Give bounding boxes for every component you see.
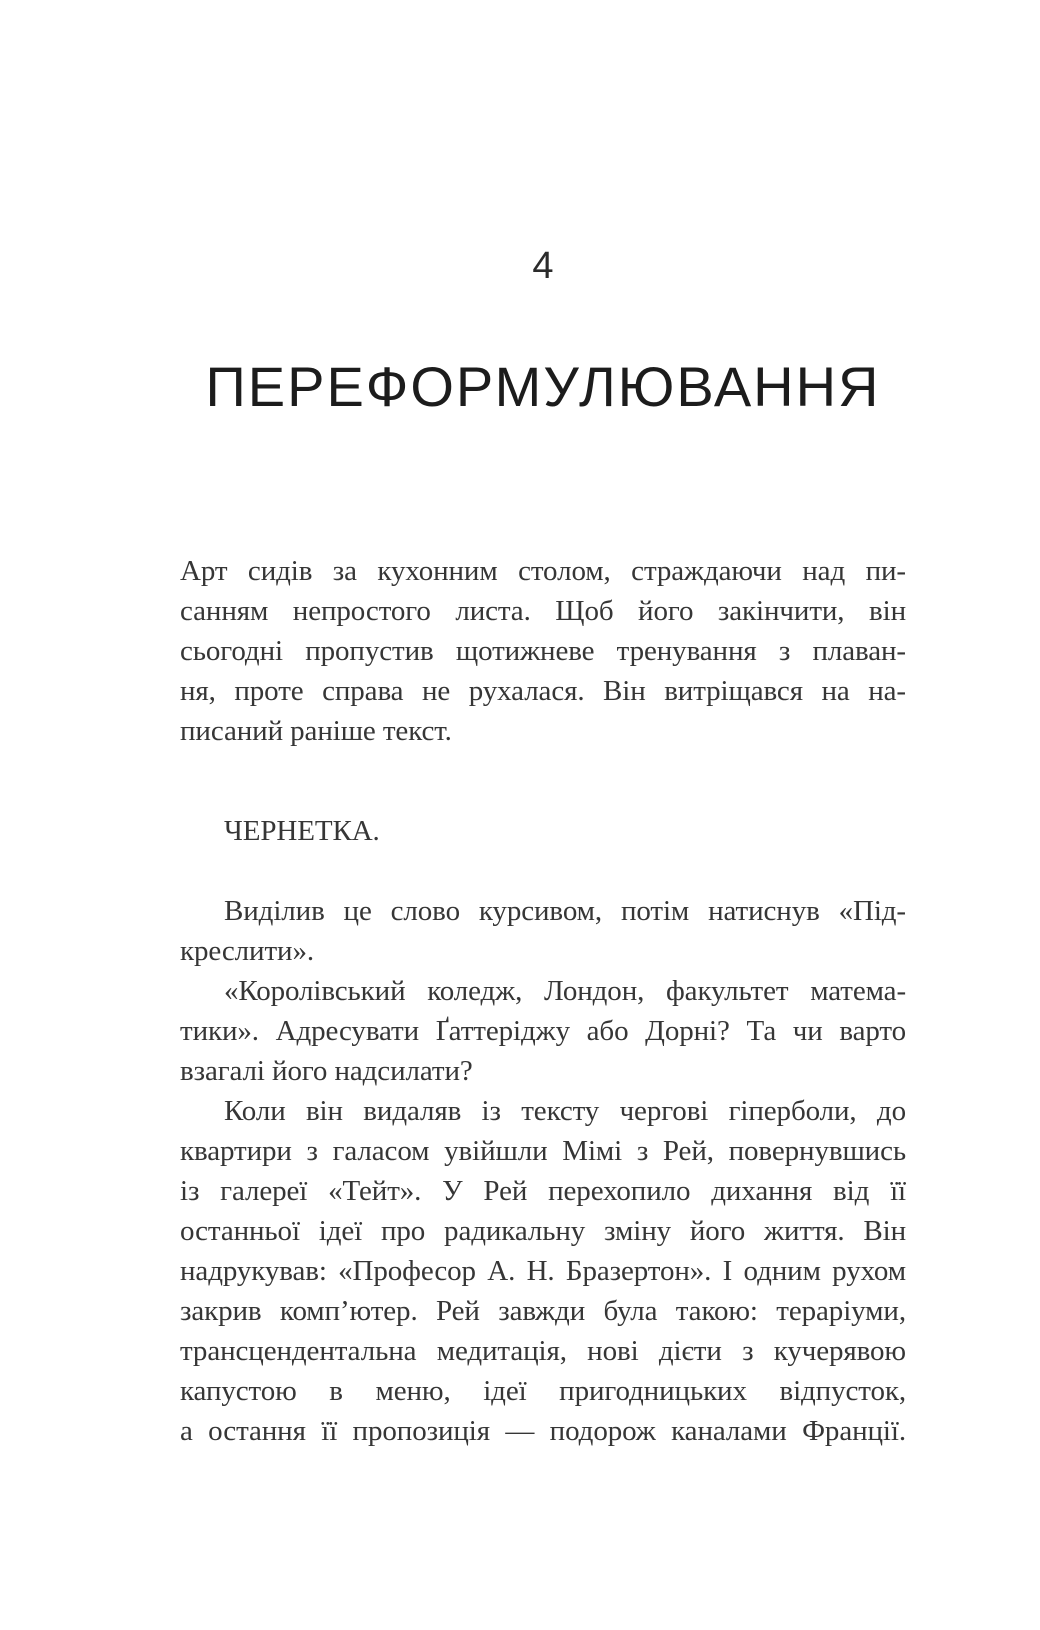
body-line: останньої ідеї про радикальну зміну його життя. Він: [180, 1215, 906, 1247]
body-line: взагалі його надсилати?: [180, 1055, 473, 1087]
body-line: санням непростого листа. Щоб його закінчити, він: [180, 595, 906, 627]
paragraph: [180, 811, 906, 851]
body-line: Виділив це слово курсивом, потім натиснув «Під-: [224, 895, 906, 927]
body-line: креслити».: [180, 935, 314, 967]
body-line: капустою в меню, ідеї пригодницьких відпусток,: [180, 1375, 906, 1407]
body-line: ЧЕРНЕТКА.: [224, 815, 380, 847]
body-line: Коли він видаляв із тексту чергові гіперболи, до: [224, 1095, 906, 1127]
body-line: Арт сидів за кухонним столом, страждаючи над пи-: [180, 555, 906, 587]
body-line: надрукував: «Професор А. Н. Бразертон». І одним рухом: [180, 1255, 906, 1287]
body-line: «Королівський коледж, Лондон, факультет матема-: [224, 975, 906, 1007]
body-line: ня, проте справа не рухалася. Він витріщався на на-: [180, 675, 906, 707]
paragraph: [180, 891, 906, 971]
body-line: писаний раніше текст.: [180, 715, 452, 747]
body-line: квартири з галасом увійшли Мімі з Рей, повернувшись: [180, 1135, 906, 1167]
body-text: [180, 551, 906, 1451]
body-line: закрив комп’ютер. Рей завжди була такою: тераріуми,: [180, 1295, 906, 1327]
body-line: а остання її пропозиція — подорож каналами Франції.: [180, 1415, 906, 1447]
body-line: трансцендентальна медитація, нові дієти з кучерявою: [180, 1335, 906, 1367]
paragraph: [180, 971, 906, 1091]
body-line: із галереї «Тейт». У Рей перехопило дихання від її: [180, 1175, 906, 1207]
chapter-title: ПЕРЕФОРМУЛЮВАННЯ: [205, 355, 881, 418]
body-line: тики». Адресувати Ґаттеріджу або Дорні? Та чи варто: [180, 1015, 906, 1047]
paragraph: [180, 551, 906, 751]
chapter-number: 4: [532, 245, 554, 287]
body-line: сьогодні пропустив щотижневе тренування з плаван-: [180, 635, 906, 667]
paragraph: [180, 1091, 906, 1451]
